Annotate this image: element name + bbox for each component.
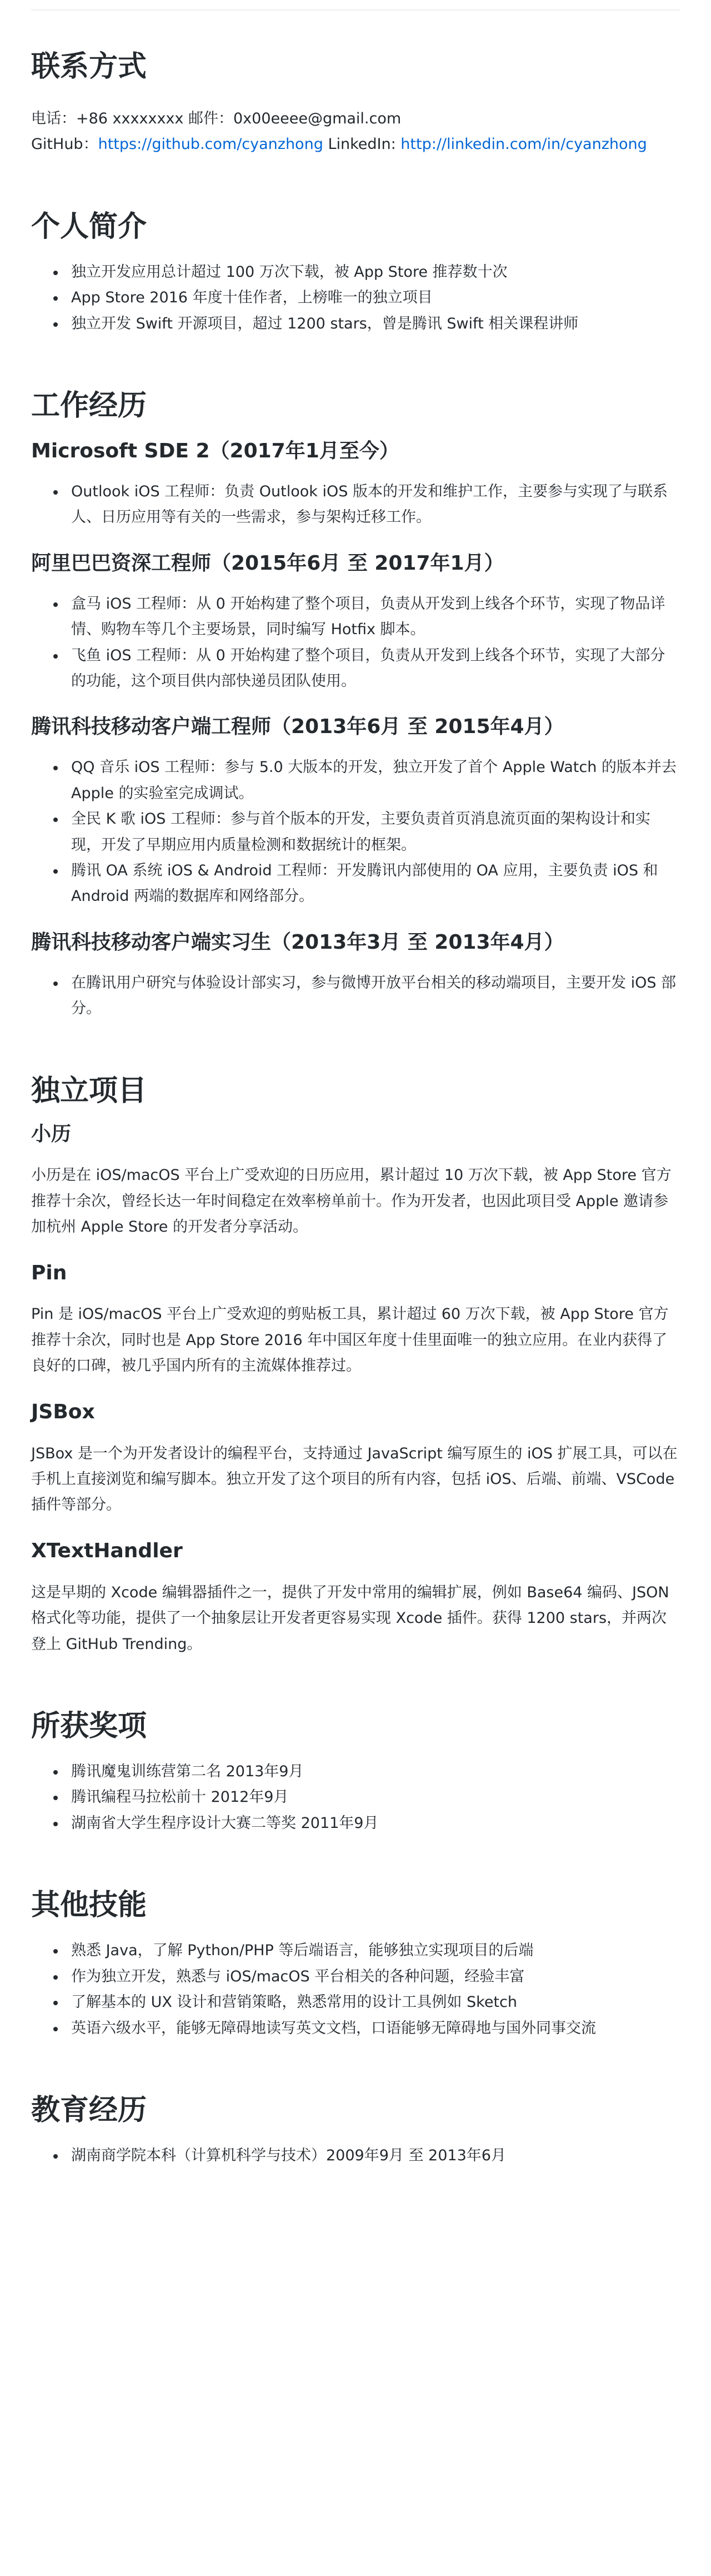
list-item: Outlook iOS 工程师：负责 Outlook iOS 版本的开发和维护工作，主要参与实现了与联系人、日历应用等有关的一些需求，参与架构迁移工作。 [31,479,680,531]
list-item: 作为独立开发，熟悉与 iOS/macOS 平台相关的各种问题，经验丰富 [31,1964,680,1990]
list-item: App Store 2016 年度十佳作者，上榜唯一的独立项目 [31,285,680,311]
list-item: 英语六级水平，能够无障碍地读写英文文档，口语能够无障碍地与国外同事交流 [31,2016,680,2041]
job-list [31,591,680,695]
email-label: 邮件： [188,110,233,127]
phone-value: +86 xxxxxxxx [76,110,184,127]
phone-label: 电话： [31,110,76,127]
list-item: 腾讯魔鬼训练营第二名 2013年9月 [31,1759,680,1785]
resume-content [31,49,680,2169]
skills-heading: 其他技能 [31,1889,147,1922]
job-title: 腾讯科技移动客户端工程师（2013年6月 至 2015年4月） [31,715,564,739]
list-item: QQ 音乐 iOS 工程师：参与 5.0 大版本的开发，独立开发了首个 Apple Watch 的版本并去 Apple 的实验室完成调试。 [31,755,680,806]
linkedin-label: LinkedIn: [328,136,396,153]
contact-section [31,49,680,158]
projects-section [31,1073,680,1657]
project-desc: 这是早期的 Xcode 编辑器插件之一，提供了开发中常用的编辑扩展，例如 Base64 编码、JSON 格式化等功能，提供了一个抽象层让开发者更容易实现 Xcode 插件。获得 1200 stars，并两次登上 GitHub Trending。 [31,1583,669,1653]
list-item: 熟悉 Java，了解 Python/PHP 等后端语言，能够独立实现项目的后端 [31,1938,680,1964]
job-title: 阿里巴巴资深工程师（2015年6月 至 2017年1月） [31,551,504,575]
awards-list [31,1759,680,1836]
job-list [31,755,680,910]
list-item: 独立开发应用总计超过 100 万次下载，被 App Store 推荐数十次 [31,260,680,285]
job-list [31,479,680,531]
work-heading: 工作经历 [31,389,147,423]
list-item: 湖南商学院本科（计算机科学与技术）2009年9月 至 2013年6月 [31,2143,680,2169]
job-title: Microsoft SDE 2（2017年1月至今） [31,440,399,463]
intro-section [31,209,680,337]
contact-heading: 联系方式 [31,50,147,83]
linkedin-link[interactable]: http://linkedin.com/in/cyanzhong [400,136,647,153]
intro-heading: 个人简介 [31,210,147,243]
project-desc: 小历是在 iOS/macOS 平台上广受欢迎的日历应用，累计超过 10 万次下载，被 App Store 官方推荐十余次，曾经长达一年时间稳定在效率榜单前十。作为开发者，也因此项目受 Apple 邀请参加杭州 Apple Store 的开发者分享活动。 [31,1167,672,1236]
list-item: 盒马 iOS 工程师：从 0 开始构建了整个项目，负责从开发到上线各个环节，实现了物品详情、购物车等几个主要场景，同时编写 Hotfix 脚本。 [31,591,680,643]
top-divider [31,9,680,11]
contact-line-1 [31,106,680,132]
awards-heading: 所获奖项 [31,1709,147,1743]
project-title: 小历 [31,1122,72,1145]
project-desc: JSBox 是一个为开发者设计的编程平台，支持通过 JavaScript 编写原生的 iOS 扩展工具，可以在手机上直接浏览和编写脚本。独立开发了这个项目的所有内容，包括 iOS、后端、前端、VSCode 插件等部分。 [31,1444,678,1514]
list-item: 了解基本的 UX 设计和营销策略，熟悉常用的设计工具例如 Sketch [31,1990,680,2015]
project-title: Pin [31,1261,67,1284]
list-item: 全民 K 歌 iOS 工程师：参与首个版本的开发，主要负责首页消息流页面的架构设计和实现，开发了早期应用内质量检测和数据统计的框架。 [31,806,680,858]
email-value: 0x00eeee@gmail.com [233,110,402,127]
awards-section [31,1708,680,1836]
skills-list [31,1938,680,2041]
intro-list [31,260,680,337]
education-list [31,2143,680,2169]
education-section [31,2092,680,2169]
list-item: 腾讯编程马拉松前十 2012年9月 [31,1785,680,1810]
list-item: 腾讯 OA 系统 iOS & Android 工程师：开发腾讯内部使用的 OA 应用，主要负责 iOS 和 Android 两端的数据库和网络部分。 [31,858,680,910]
project-desc: Pin 是 iOS/macOS 平台上广受欢迎的剪贴板工具，累计超过 60 万次下载，被 App Store 官方推荐十余次，同时也是 App Store 2016 年中国区年度十佳里面唯一的独立应用。在业内获得了良好的口碑，被几乎国内所有的主流媒体推荐过。 [31,1306,669,1375]
github-label: GitHub： [31,136,98,153]
skills-section [31,1887,680,2041]
list-item: 独立开发 Swift 开源项目，超过 1200 stars，曾是腾讯 Swift 相关课程讲师 [31,311,680,337]
github-link[interactable]: https://github.com/cyanzhong [98,136,323,153]
projects-heading: 独立项目 [31,1074,147,1108]
contact-line-2 [31,132,680,157]
list-item: 在腾讯用户研究与体验设计部实习，参与微博开放平台相关的移动端项目，主要开发 iOS 部分。 [31,970,680,1022]
project-title: XTextHandler [31,1539,183,1562]
job-list [31,970,680,1022]
list-item: 飞鱼 iOS 工程师：从 0 开始构建了整个项目，负责从开发到上线各个环节，实现了大部分的功能，这个项目供内部快递员团队使用。 [31,643,680,695]
education-heading: 教育经历 [31,2094,147,2127]
job-title: 腾讯科技移动客户端实习生（2013年3月 至 2013年4月） [31,930,564,954]
project-title: JSBox [31,1400,95,1423]
work-section [31,388,680,1022]
list-item: 湖南省大学生程序设计大赛二等奖 2011年9月 [31,1811,680,1836]
